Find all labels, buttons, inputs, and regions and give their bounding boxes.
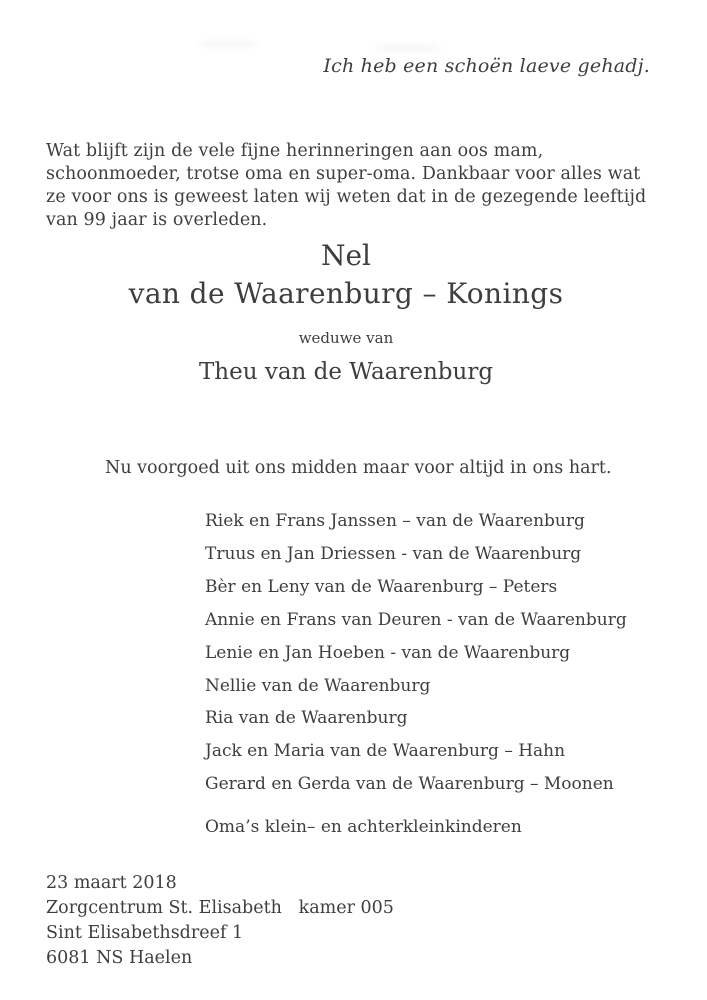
memorial-quote: Ich heb een schoën laeve gehadj. <box>323 55 650 77</box>
relative-entry: Truus en Jan Driessen - van de Waarenburg <box>205 543 582 564</box>
relative-entry: Bèr en Leny van de Waarenburg – Peters <box>205 576 558 597</box>
farewell-line: Nu voorgoed uit ons midden maar voor altijd in ons hart. <box>105 458 612 478</box>
relative-entry: Nellie van de Waarenburg <box>205 675 431 696</box>
street-address: Sint Elisabethsdreef 1 <box>46 923 244 943</box>
announcement-paragraph: Wat blijft zijn de vele fijne herinneringen aan oos mam, schoonmoeder, trotse oma en super-oma. Dankbaar voor alles wat ze voor ons is geweest laten wij weten dat in de gezegende leeftijd van 99 jaar is overleden. <box>46 140 647 230</box>
postal-city: 6081 NS Haelen <box>46 948 193 968</box>
relative-entry: Jack en Maria van de Waarenburg – Hahn <box>205 741 566 762</box>
relative-entry: Ria van de Waarenburg <box>205 708 408 729</box>
relatives-list <box>205 505 627 801</box>
relative-entry: Gerard en Gerda van de Waarenburg – Moonen <box>205 774 614 795</box>
relative-entry: Riek en Frans Janssen – van de Waarenburg <box>205 511 585 531</box>
deceased-first-name: Nel <box>320 239 372 272</box>
date-address-block <box>46 871 394 971</box>
relation-label: weduwe van <box>298 329 394 347</box>
care-center-line: Zorgcentrum St. Elisabeth kamer 005 <box>46 898 394 918</box>
grandchildren-line: Oma’s klein– en achterkleinkinderen <box>205 817 522 837</box>
death-date: 23 maart 2018 <box>46 873 177 893</box>
scan-smudge <box>198 40 258 48</box>
deceased-name-block <box>0 238 692 387</box>
relative-entry: Annie en Frans van Deuren - van de Waarenburg <box>205 609 627 630</box>
spouse-name: Theu van de Waarenburg <box>198 359 494 385</box>
relative-entry: Lenie en Jan Hoeben - van de Waarenburg <box>205 642 571 663</box>
deceased-family-name: van de Waarenburg – Konings <box>128 277 564 310</box>
scan-smudge <box>372 44 442 52</box>
